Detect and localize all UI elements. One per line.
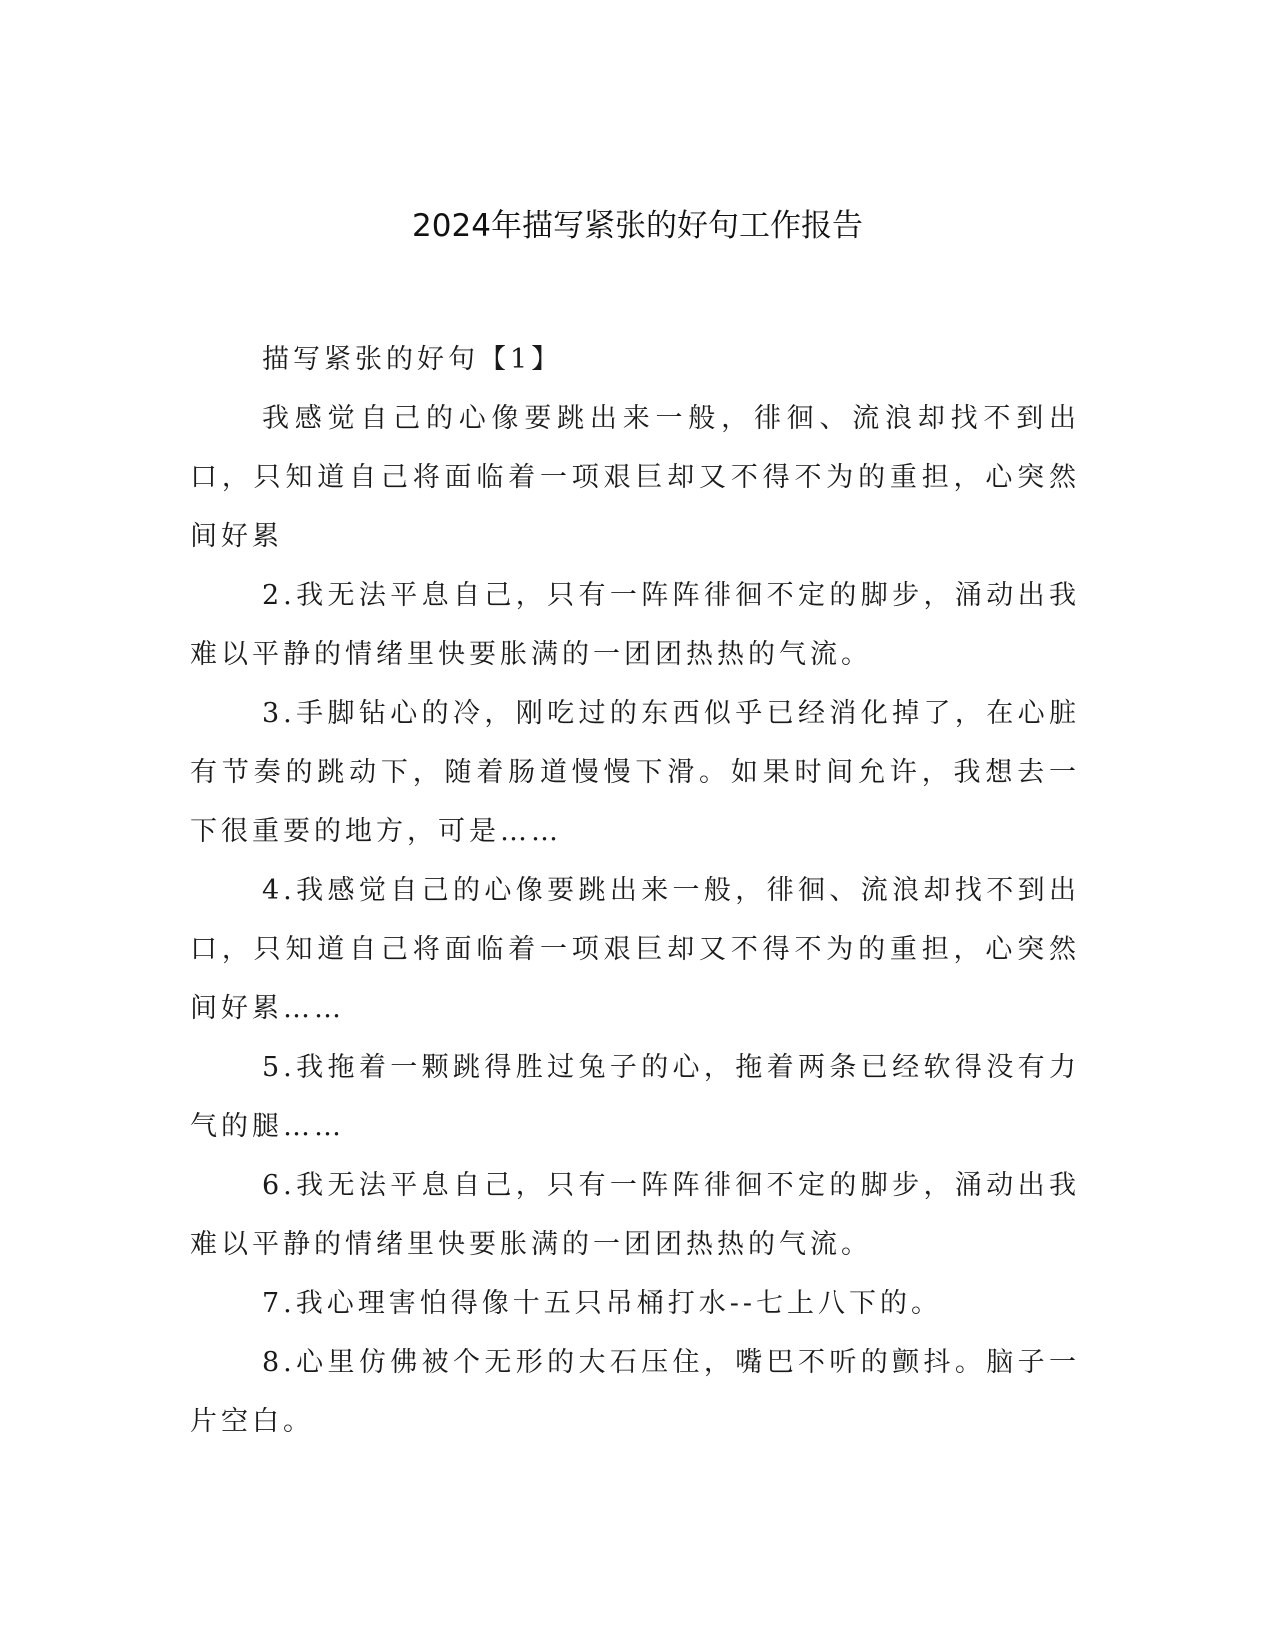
document-body — [190, 330, 1080, 1451]
document-title: 2024年描写紧张的好句工作报告 — [412, 208, 863, 244]
paragraph-1: 我感觉自己的心像要跳出来一般，徘徊、流浪却找不到出口，只知道自己将面临着一项艰巨却又不得不为的重担，心突然间好累 — [190, 403, 1080, 552]
paragraph-4: 4.我感觉自己的心像要跳出来一般，徘徊、流浪却找不到出口，只知道自己将面临着一项艰巨却又不得不为的重担，心突然间好累…… — [190, 875, 1080, 1024]
paragraph-3: 3.手脚钻心的冷，刚吃过的东西似乎已经消化掉了，在心脏有节奏的跳动下，随着肠道慢慢下滑。如果时间允许，我想去一下很重要的地方，可是…… — [190, 698, 1080, 847]
paragraph-2: 2.我无法平息自己，只有一阵阵徘徊不定的脚步，涌动出我难以平静的情绪里快要胀满的一团团热热的气流。 — [190, 580, 1080, 670]
paragraph-8: 8.心里仿佛被个无形的大石压住，嘴巴不听的颤抖。脑子一片空白。 — [190, 1347, 1080, 1437]
paragraph-5: 5.我拖着一颗跳得胜过兔子的心，拖着两条已经软得没有力气的腿…… — [190, 1052, 1080, 1142]
section-heading: 描写紧张的好句【1】 — [262, 344, 563, 375]
paragraph-6: 6.我无法平息自己，只有一阵阵徘徊不定的脚步，涌动出我难以平静的情绪里快要胀满的一团团热热的气流。 — [190, 1170, 1080, 1260]
paragraph-7: 7.我心理害怕得像十五只吊桶打水--七上八下的。 — [262, 1288, 943, 1319]
